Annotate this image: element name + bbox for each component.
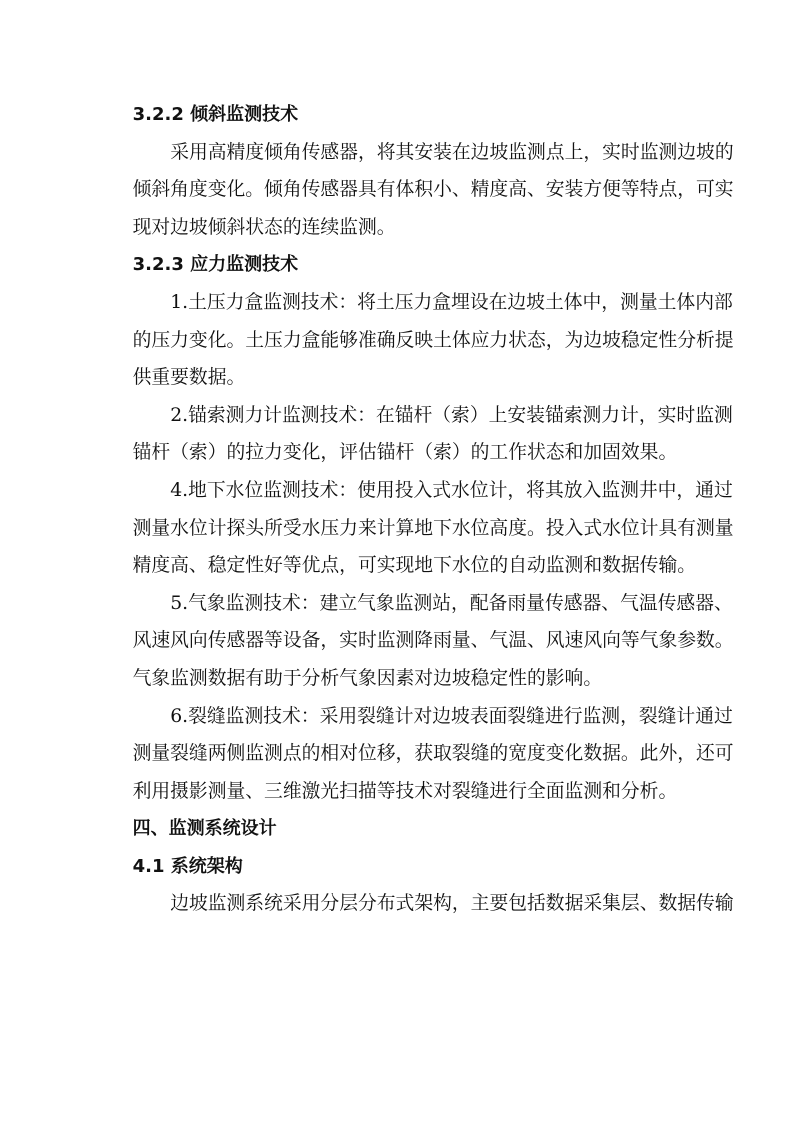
document-page: [95, 96, 734, 923]
paragraph-tilt-monitoring: [95, 134, 734, 247]
text-line: 供重要数据。: [132, 367, 246, 389]
text-line: 风速风向传感器等设备，实时监测降雨量、气温、风速风向等气象参数。: [132, 630, 734, 652]
text-line: 边坡监测系统采用分层分布式架构，主要包括数据采集层、数据传输: [170, 893, 734, 915]
text-line: 的压力变化。土压力盒能够准确反映土体应力状态，为边坡稳定性分析提: [132, 329, 734, 351]
text-line: 测量裂缝两侧监测点的相对位移，获取裂缝的宽度变化数据。此外，还可: [132, 743, 734, 765]
text-line: 锚杆（索）的拉力变化，评估锚杆（索）的工作状态和加固效果。: [132, 442, 678, 464]
text-line: 现对边坡倾斜状态的连续监测。: [132, 216, 396, 238]
heading-3-2-3: 3.2.3 应力监测技术: [132, 254, 299, 276]
text-line: 精度高、稳定性好等优点，可实现地下水位的自动监测和数据传输。: [132, 555, 697, 577]
text-line: 气象监测数据有助于分析气象因素对边坡稳定性的影响。: [132, 667, 603, 689]
text-line: 2.锚索测力计监测技术：在锚杆（索）上安装锚索测力计，实时监测: [170, 404, 733, 426]
text-line: 4.地下水位监测技术：使用投入式水位计，将其放入监测井中，通过: [170, 479, 733, 501]
paragraph-crack: [95, 698, 734, 811]
paragraph-system-architecture: [95, 885, 734, 923]
paragraph-anchor-dynamometer: [95, 397, 733, 472]
paragraph-earth-pressure: [95, 284, 734, 397]
paragraph-groundwater: [95, 472, 734, 585]
text-line: 6.裂缝监测技术：采用裂缝计对边坡表面裂缝进行监测，裂缝计通过: [170, 705, 733, 727]
heading-4-1: 4.1 系统架构: [132, 855, 243, 877]
heading-section-4: 四、监测系统设计: [132, 818, 277, 840]
text-line: 测量水位计探头所受水压力来计算地下水位高度。投入式水位计具有测量: [132, 517, 734, 539]
heading-3-2-2: 3.2.2 倾斜监测技术: [132, 104, 299, 125]
text-line: 利用摄影测量、三维激光扫描等技术对裂缝进行全面监测和分析。: [132, 780, 678, 802]
text-line: 5.气象监测技术：建立气象监测站，配备雨量传感器、气温传感器、: [170, 592, 733, 614]
text-line: 采用高精度倾角传感器，将其安装在边坡监测点上，实时监测边坡的: [170, 141, 734, 163]
text-line: 倾斜角度变化。倾角传感器具有体积小、精度高、安装方便等特点，可实: [132, 179, 734, 201]
text-line: 1.土压力盒监测技术：将土压力盒埋设在边坡土体中，测量土体内部: [170, 291, 733, 313]
paragraph-weather: [95, 585, 734, 698]
